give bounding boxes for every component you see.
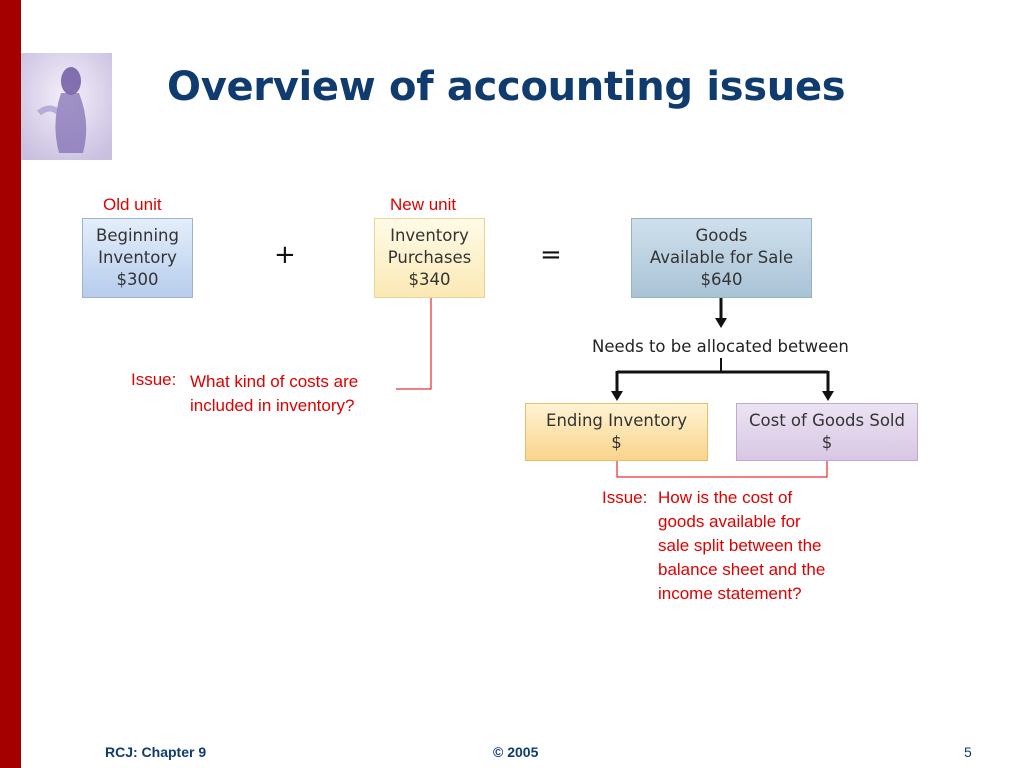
box-line: Ending Inventory — [546, 411, 687, 430]
slide-title: Overview of accounting issues — [167, 64, 846, 110]
issue-1-line: What kind of costs are — [190, 372, 359, 391]
issue-2-line: income statement? — [658, 584, 802, 603]
beginning-inventory-box — [82, 218, 193, 298]
left-accent-bar — [0, 0, 21, 768]
issue-2-line: How is the cost of — [658, 488, 793, 507]
allocation-text: Needs to be allocated between — [592, 337, 849, 356]
box-line: Beginning — [96, 226, 179, 245]
issue-2-line: sale split between the — [658, 536, 822, 555]
issue-2-line: balance sheet and the — [658, 560, 826, 579]
issue-2-bracket — [617, 461, 827, 477]
split-arrows — [611, 358, 834, 401]
box-line: Inventory — [390, 226, 469, 245]
goods-down-arrow — [715, 298, 727, 328]
box-value: $ — [821, 433, 833, 452]
box-line: Goods — [695, 226, 748, 245]
ending-inventory-box — [525, 403, 708, 461]
issue-2-label: Issue: — [602, 488, 648, 507]
inventory-purchases-box — [374, 218, 485, 298]
page-number: 5 — [964, 744, 972, 760]
issue-1-label: Issue: — [131, 370, 177, 389]
equals-operator: = — [540, 240, 562, 270]
goods-available-box — [631, 218, 812, 298]
box-line: Cost of Goods Sold — [749, 411, 905, 430]
old-unit-label: Old unit — [103, 195, 162, 214]
box-value: $340 — [408, 270, 451, 289]
box-value: $640 — [700, 270, 743, 289]
footer-chapter: RCJ: Chapter 9 — [105, 744, 207, 760]
footer-copyright: © 2005 — [493, 744, 539, 760]
issue-2-line: goods available for — [658, 512, 801, 531]
plus-operator: + — [274, 240, 296, 270]
cost-of-goods-sold-box — [736, 403, 918, 461]
box-value: $ — [611, 433, 622, 452]
new-unit-label: New unit — [390, 195, 457, 214]
box-value: $300 — [116, 270, 159, 289]
issue-1-bracket — [396, 298, 431, 389]
box-line: Inventory — [98, 248, 177, 267]
box-line: Available for Sale — [649, 248, 794, 267]
box-line: Purchases — [387, 248, 472, 267]
logo-image — [21, 53, 112, 160]
issue-1-line: included in inventory? — [190, 396, 355, 415]
